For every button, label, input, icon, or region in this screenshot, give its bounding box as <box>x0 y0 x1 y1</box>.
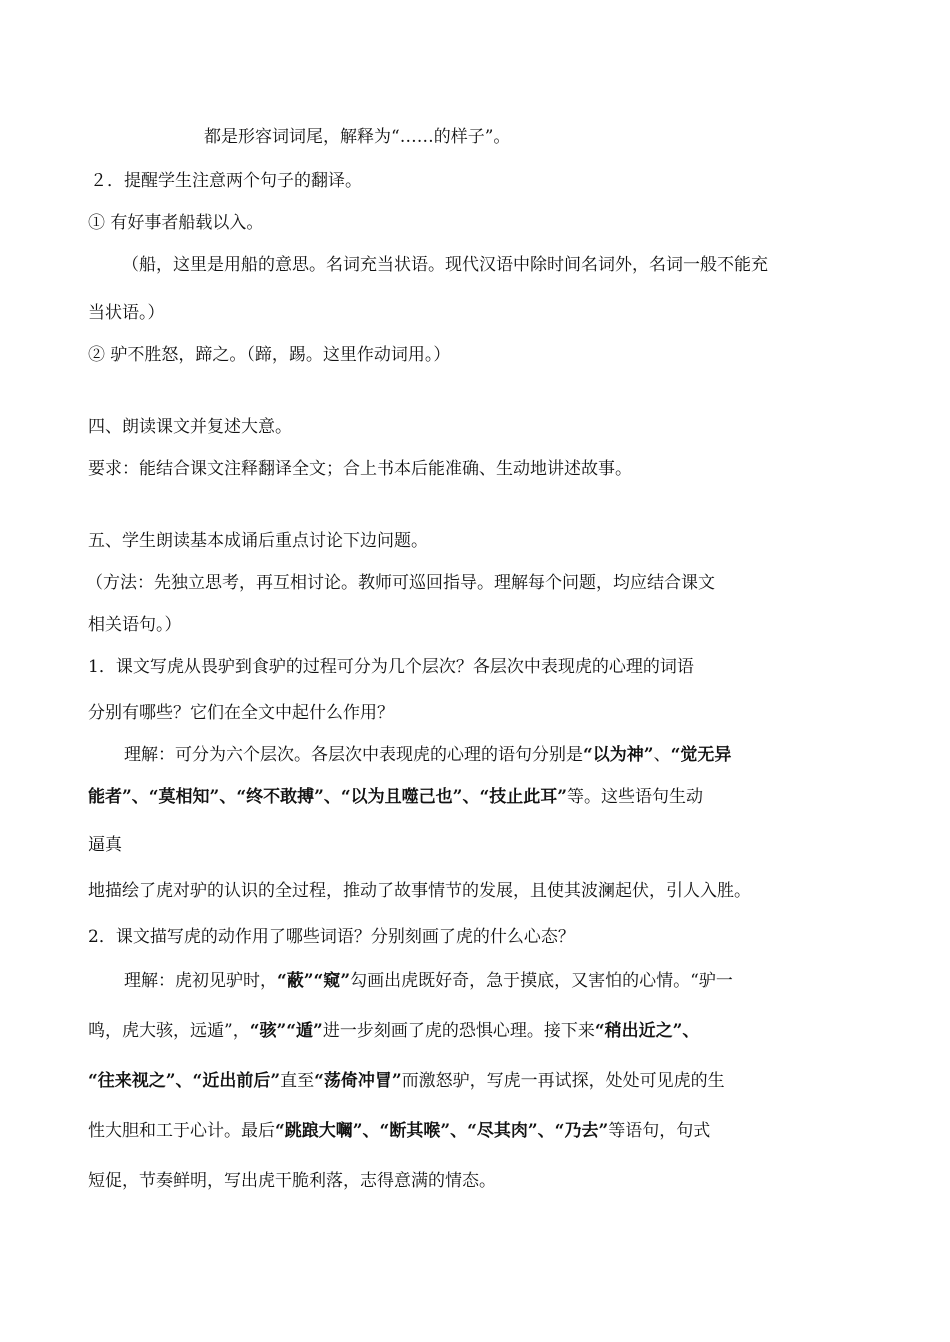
answer-line <box>88 786 703 808</box>
paragraph-line: 都是形容词词尾，解释为“……的样子”。 <box>204 127 511 147</box>
answer-text: 、 <box>653 745 671 765</box>
answer-line <box>124 744 731 766</box>
paragraph-line: 相关语句。） <box>88 615 182 635</box>
answer-text: 鸣，虎大骇，远遁”， <box>88 1021 250 1041</box>
question-line: 2．课文描写虎的动作用了哪些词语？分别刻画了虎的什么心态？ <box>88 927 575 947</box>
question-line: 1．课文写虎从畏驴到食驴的过程可分为几个层次？各层次中表现虎的心理的词语 <box>88 657 694 677</box>
paragraph-line: 要求：能结合课文注释翻译全文；合上书本后能准确、生动地讲述故事。 <box>88 459 632 479</box>
answer-text: 等语句，句式 <box>608 1121 711 1141</box>
section-heading: 四、朗读课文并复述大意。 <box>88 417 292 437</box>
quoted-phrase: “觉无异 <box>670 745 732 765</box>
answer-text: 等。这些语句生动 <box>567 787 704 807</box>
answer-line: 逼真 <box>88 835 122 855</box>
section-heading: 五、学生朗读基本成诵后重点讨论下边问题。 <box>88 531 428 551</box>
quoted-phrase: “荡倚冲冒” <box>314 1071 402 1091</box>
paragraph-line: （船，这里是用船的意思。名词充当状语。现代汉语中除时间名词外，名词一般不能充 <box>122 255 768 275</box>
answer-text: 勾画出虎既好奇，急于摸底，又害怕的心情。“驴一 <box>350 971 733 991</box>
answer-text: 理解：虎初见驴时， <box>124 971 277 991</box>
paragraph-line: ① 有好事者船载以入。 <box>88 213 264 233</box>
quoted-phrase: “骇”“遁” <box>249 1021 323 1041</box>
answer-line <box>88 1120 710 1142</box>
answer-line <box>88 1070 725 1092</box>
paragraph-line: ② 驴不胜怒，蹄之。（蹄，踢。这里作动词用。） <box>88 345 451 365</box>
question-line: 分别有哪些？它们在全文中起什么作用？ <box>88 703 394 723</box>
paragraph-line: 当状语。） <box>88 303 165 323</box>
answer-line: 地描绘了虎对驴的认识的全过程，推动了故事情节的发展，且使其波澜起伏，引人入胜。 <box>88 881 751 901</box>
answer-text: 理解：可分为六个层次。各层次中表现虎的心理的语句分别是 <box>124 745 583 765</box>
quoted-phrase: 能者”、“莫相知”、“终不敢搏”、“以为且噬己也”、“技止此耳” <box>88 787 568 807</box>
quoted-phrase: “往来视之”、“近出前后” <box>88 1071 281 1091</box>
answer-text: 进一步刻画了虎的恐惧心理。接下来 <box>322 1021 595 1041</box>
answer-line <box>124 970 733 992</box>
quoted-phrase: “稍出近之”、 <box>594 1021 700 1041</box>
answer-line <box>88 1020 699 1042</box>
quoted-phrase: “蔽”“窥” <box>277 971 351 991</box>
quoted-phrase: “以为神” <box>583 745 654 765</box>
answer-text: 直至 <box>280 1071 315 1091</box>
paragraph-line: （方法：先独立思考，再互相讨论。教师可巡回指导。理解每个问题，均应结合课文 <box>86 573 715 593</box>
answer-line: 短促，节奏鲜明，写出虎干脆利落，志得意满的情态。 <box>88 1171 496 1191</box>
paragraph-line: ２．提醒学生注意两个句子的翻译。 <box>90 171 362 191</box>
quoted-phrase: “跳踉大㘎”、“断其喉”、“尽其肉”、“乃去” <box>275 1121 609 1141</box>
answer-text: 而激怒驴，写虎一再试探，处处可见虎的生 <box>401 1071 725 1091</box>
answer-text: 性大胆和工于心计。最后 <box>88 1121 275 1141</box>
